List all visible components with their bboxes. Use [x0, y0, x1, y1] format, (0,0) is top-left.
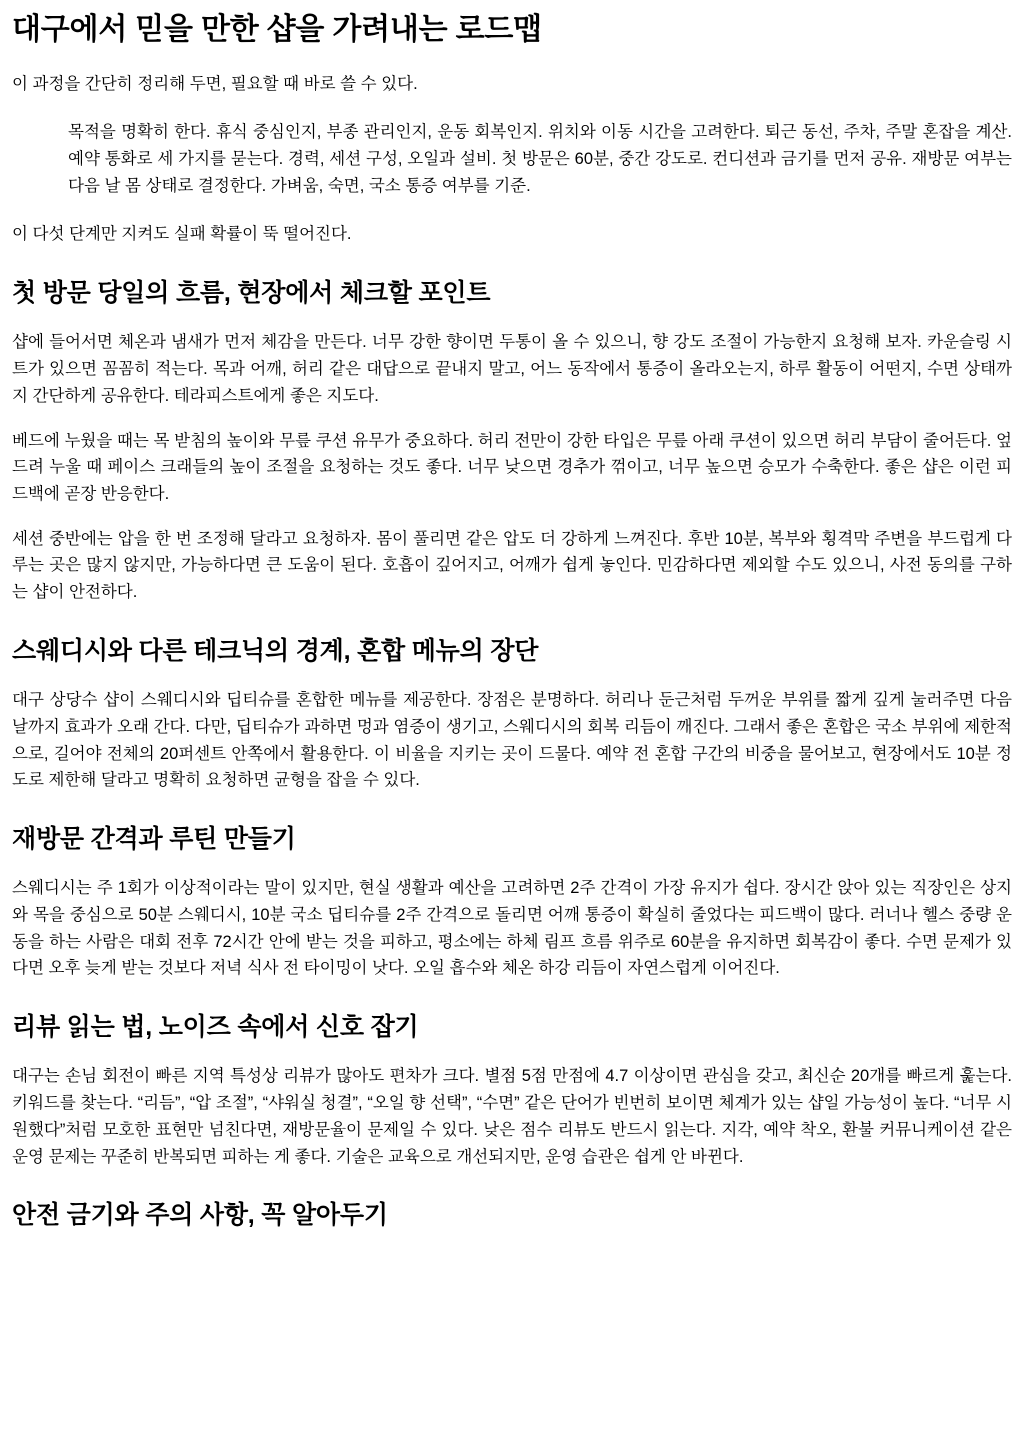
- page-title: 대구에서 믿을 만한 샵을 가려내는 로드맵: [12, 13, 542, 46]
- section-4-paragraph-1: 대구는 손님 회전이 빠른 지역 특성상 리뷰가 많아도 편차가 크다. 별점 5점 만점에 4.7 이상이면 관심을 갖고, 최신순 20개를 빠르게 훑는다. 키워드를 찾는다. “리듬”, “압 조절”, “샤워실 청결”, “오일 향 선택”, “수면” 같은 단어가 빈번히 보이면 체계가 있는 샵일 가능성이 높다. “너무 시원했다”처럼 모호한 표현만 넘친다면, 재방문율이 문제일 수 있다. 낮은 점수 리뷰도 반드시 읽는다. 지각, 예약 착오, 환불 커뮤니케이션 같은 운영 문제는 꾸준히 반복되면 피하는 게 좋다. 기술은 교육으로 개선되지만, 운영 습관은 쉽게 안 바뀐다.: [12, 1067, 1012, 1166]
- steps-blockquote: 목적을 명확히 한다. 휴식 중심인지, 부종 관리인지, 운동 회복인지. 위치와 이동 시간을 고려한다. 퇴근 동선, 주차, 주말 혼잡을 계산. 예약 통화로 세 가지를 묻는다. 경력, 세션 구성, 오일과 설비. 첫 방문은 60분, 중간 강도로. 컨디션과 금기를 먼저 공유. 재방문 여부는 다음 날 몸 상태로 결정한다. 가벼움, 숙면, 국소 통증 여부를 기준.: [68, 123, 1012, 195]
- section-heading-2: 스웨디시와 다른 테크닉의 경계, 혼합 메뉴의 장단: [12, 636, 539, 665]
- section-1-paragraph-1: 샵에 들어서면 체온과 냄새가 먼저 체감을 만든다. 너무 강한 향이면 두통이 올 수 있으니, 향 강도 조절이 가능한지 요청해 보자. 카운슬링 시트가 있으면 꼼꼼히 적는다. 목과 어깨, 허리 같은 대답으로 끝내지 말고, 어느 동작에서 통증이 올라오는지, 하루 활동이 어떤지, 수면 상태까지 간단하게 공유한다. 테라피스트에게 좋은 지도다.: [12, 333, 1012, 405]
- intro-paragraph: 이 과정을 간단히 정리해 두면, 필요할 때 바로 쓸 수 있다.: [12, 74, 418, 93]
- section-1-paragraph-2: 베드에 누웠을 때는 목 받침의 높이와 무릎 쿠션 유무가 중요하다. 허리 전만이 강한 타입은 무릎 아래 쿠션이 있으면 허리 부담이 줄어든다. 엎드려 누울 때 페이스 크래들의 높이 조절을 요청하는 것도 좋다. 너무 낮으면 경추가 꺾이고, 너무 높으면 승모가 수축한다. 좋은 샵은 이런 피드백에 곧장 반응한다.: [12, 431, 1012, 504]
- section-heading-1: 첫 방문 당일의 흐름, 현장에서 체크할 포인트: [12, 279, 491, 308]
- after-quote-paragraph: 이 다섯 단계만 지켜도 실패 확률이 뚝 떨어진다.: [12, 225, 352, 244]
- section-heading-4: 리뷰 읽는 법, 노이즈 속에서 신호 잡기: [12, 1013, 419, 1042]
- section-1-paragraph-3: 세션 중반에는 압을 한 번 조정해 달라고 요청하자. 몸이 풀리면 같은 압도 더 강하게 느껴진다. 후반 10분, 복부와 횡격막 주변을 부드럽게 다루는 곳은 많지 않지만, 가능하다면 큰 도움이 된다. 호흡이 깊어지고, 어깨가 쉽게 놓인다. 민감하다면 제외할 수도 있으니, 사전 동의를 구하는 샵이 안전하다.: [12, 529, 1012, 602]
- section-3-paragraph-1: 스웨디시는 주 1회가 이상적이라는 말이 있지만, 현실 생활과 예산을 고려하면 2주 간격이 가장 유지가 쉽다. 장시간 앉아 있는 직장인은 상지와 목을 중심으로 50분 스웨디시, 10분 국소 딥티슈를 2주 간격으로 돌리면 어깨 통증이 확실히 줄었다는 피드백이 많다. 러너나 헬스 중량 운동을 하는 사람은 대회 전후 72시간 안에 받는 것을 피하고, 평소에는 하체 림프 흐름 위주로 60분을 유지하면 회복감이 좋다. 수면 문제가 있다면 오후 늦게 받는 것보다 저녁 식사 전 타이밍이 낫다. 오일 흡수와 체온 하강 리듬이 자연스럽게 이어진다.: [12, 879, 1012, 978]
- section-2-paragraph-1: 대구 상당수 샵이 스웨디시와 딥티슈를 혼합한 메뉴를 제공한다. 장점은 분명하다. 허리나 둔근처럼 두꺼운 부위를 짧게 깊게 눌러주면 다음 날까지 효과가 오래 간다. 다만, 딥티슈가 과하면 멍과 염증이 생기고, 스웨디시의 회복 리듬이 깨진다. 그래서 좋은 혼합은 국소 부위에 제한적으로, 길어야 전체의 20퍼센트 안쪽에서 활용한다. 이 비율을 지키는 곳이 드물다. 예약 전 혼합 구간의 비중을 물어보고, 현장에서도 10분 정도로 제한해 달라고 명확히 요청하면 균형을 잡을 수 있다.: [12, 691, 1012, 790]
- section-heading-3: 재방문 간격과 루틴 만들기: [12, 825, 296, 854]
- section-heading-5: 안전 금기와 주의 사항, 꼭 알아두기: [12, 1201, 388, 1230]
